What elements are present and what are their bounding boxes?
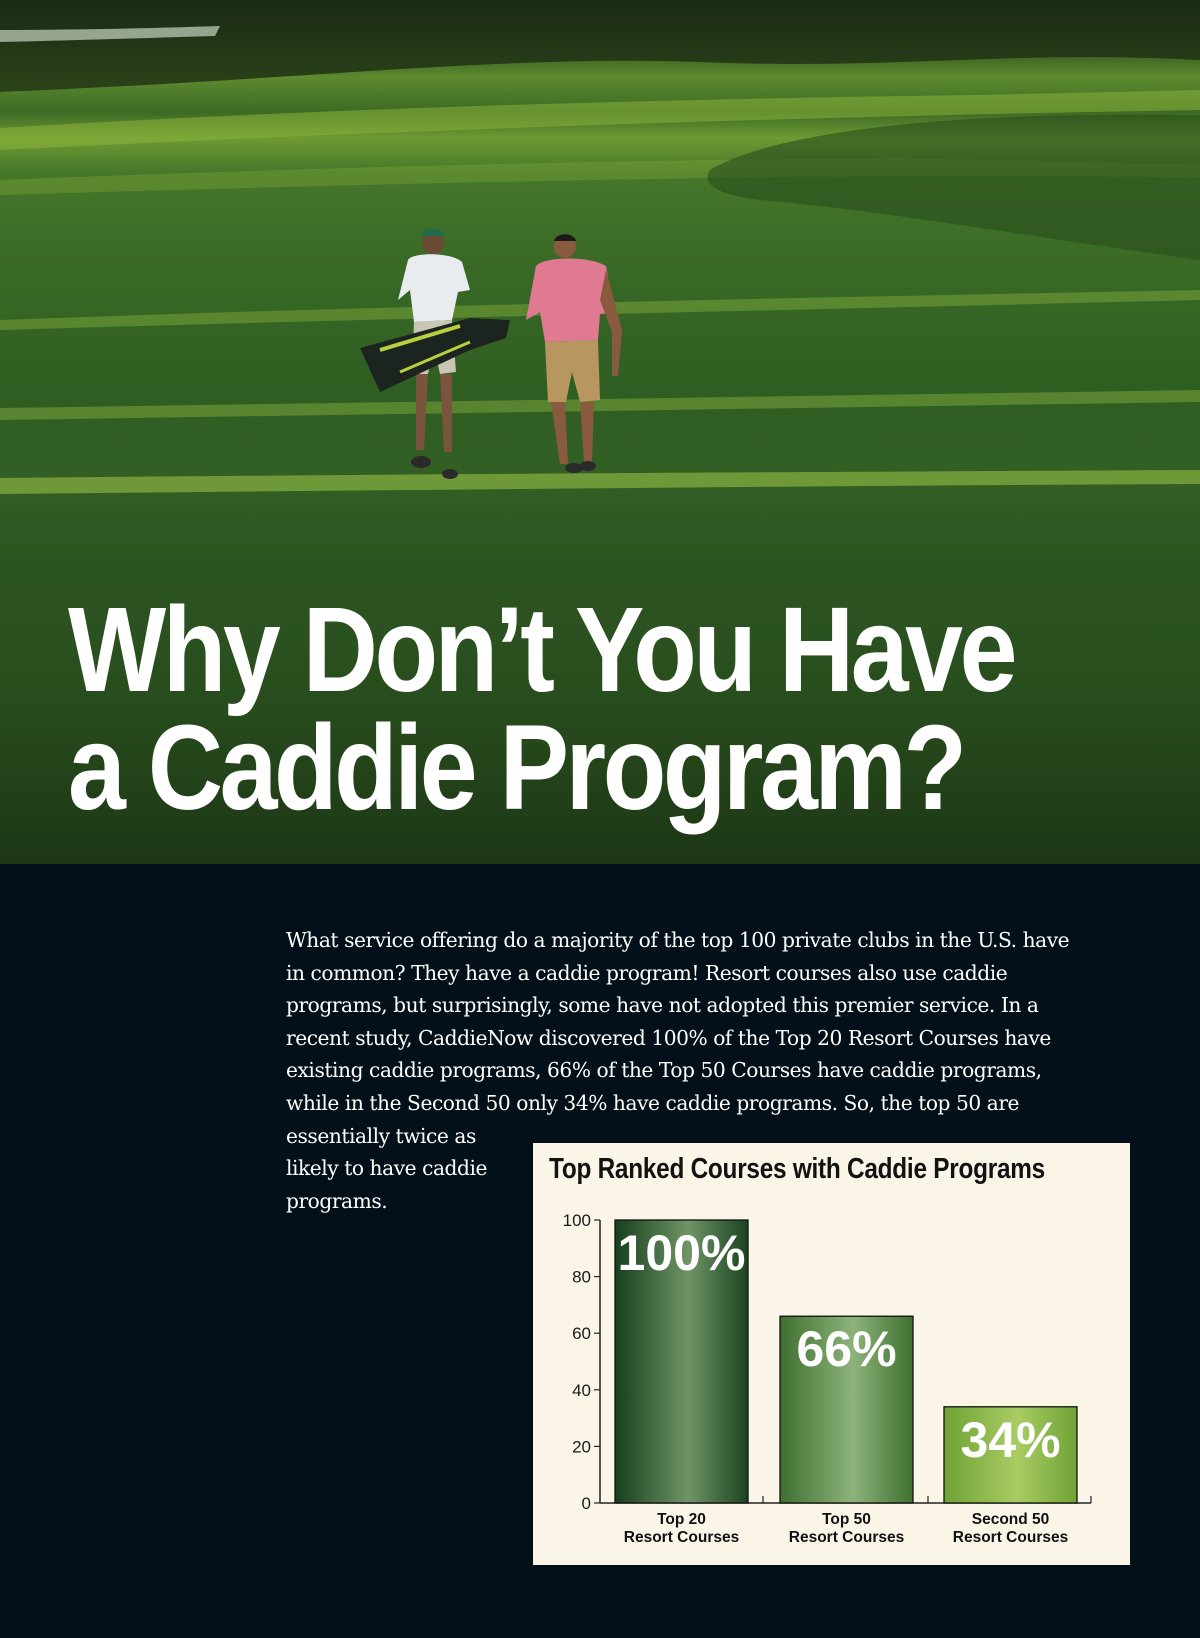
y-tick-label: 20 [572, 1437, 591, 1457]
body-line: What service offering do a majority of the top 100 private clubs in the U.S. have [286, 928, 1070, 952]
golfer-figure [526, 234, 622, 473]
body-line: recent study, CaddieNow discovered 100% of the Top 20 Resort Courses have [286, 1025, 1051, 1050]
bar-value-label: 100% [617, 1225, 746, 1281]
x-category-label: Second 50 [971, 1511, 1050, 1528]
body-line: likely to have caddie [286, 1156, 488, 1181]
body-line: programs, but surprisingly, some have not adopted this premier service. In a [286, 993, 1039, 1018]
y-tick-label: 100 [562, 1211, 591, 1230]
chart-title: Top Ranked Courses with Caddie Programs [549, 1153, 1045, 1185]
x-category-label: Resort Courses [788, 1529, 905, 1546]
headline [68, 581, 1015, 835]
body-line: programs. [286, 1188, 388, 1213]
body-line: existing caddie programs, 66% of the Top 50 Courses have caddie programs, [286, 1058, 1042, 1083]
x-category-label: Resort Courses [623, 1529, 740, 1546]
y-tick-label: 0 [581, 1494, 591, 1513]
y-tick-label: 60 [572, 1324, 591, 1344]
bar-value-label: 34% [960, 1411, 1061, 1468]
bar-chart [533, 1143, 1130, 1565]
headline-line-1: Why Don’t You Have [68, 581, 1015, 717]
body-line: in common? They have a caddie program! Resort courses also use caddie [286, 960, 1008, 985]
x-category-label: Top 50 [822, 1511, 871, 1528]
bar-value-label: 66% [796, 1321, 897, 1378]
x-category-label: Top 20 [657, 1511, 706, 1528]
body-line: essentially twice as [286, 1123, 476, 1148]
y-tick-label: 40 [572, 1380, 591, 1400]
headline-line-2: a Caddie Program? [68, 699, 964, 835]
x-category-label: Resort Courses [952, 1529, 1069, 1546]
caddie-figure [360, 229, 510, 480]
body-line: while in the Second 50 only 34% have caddie programs. So, the top 50 are [286, 1090, 1020, 1115]
chart-panel [533, 1143, 1130, 1565]
y-tick-label: 80 [572, 1267, 591, 1287]
